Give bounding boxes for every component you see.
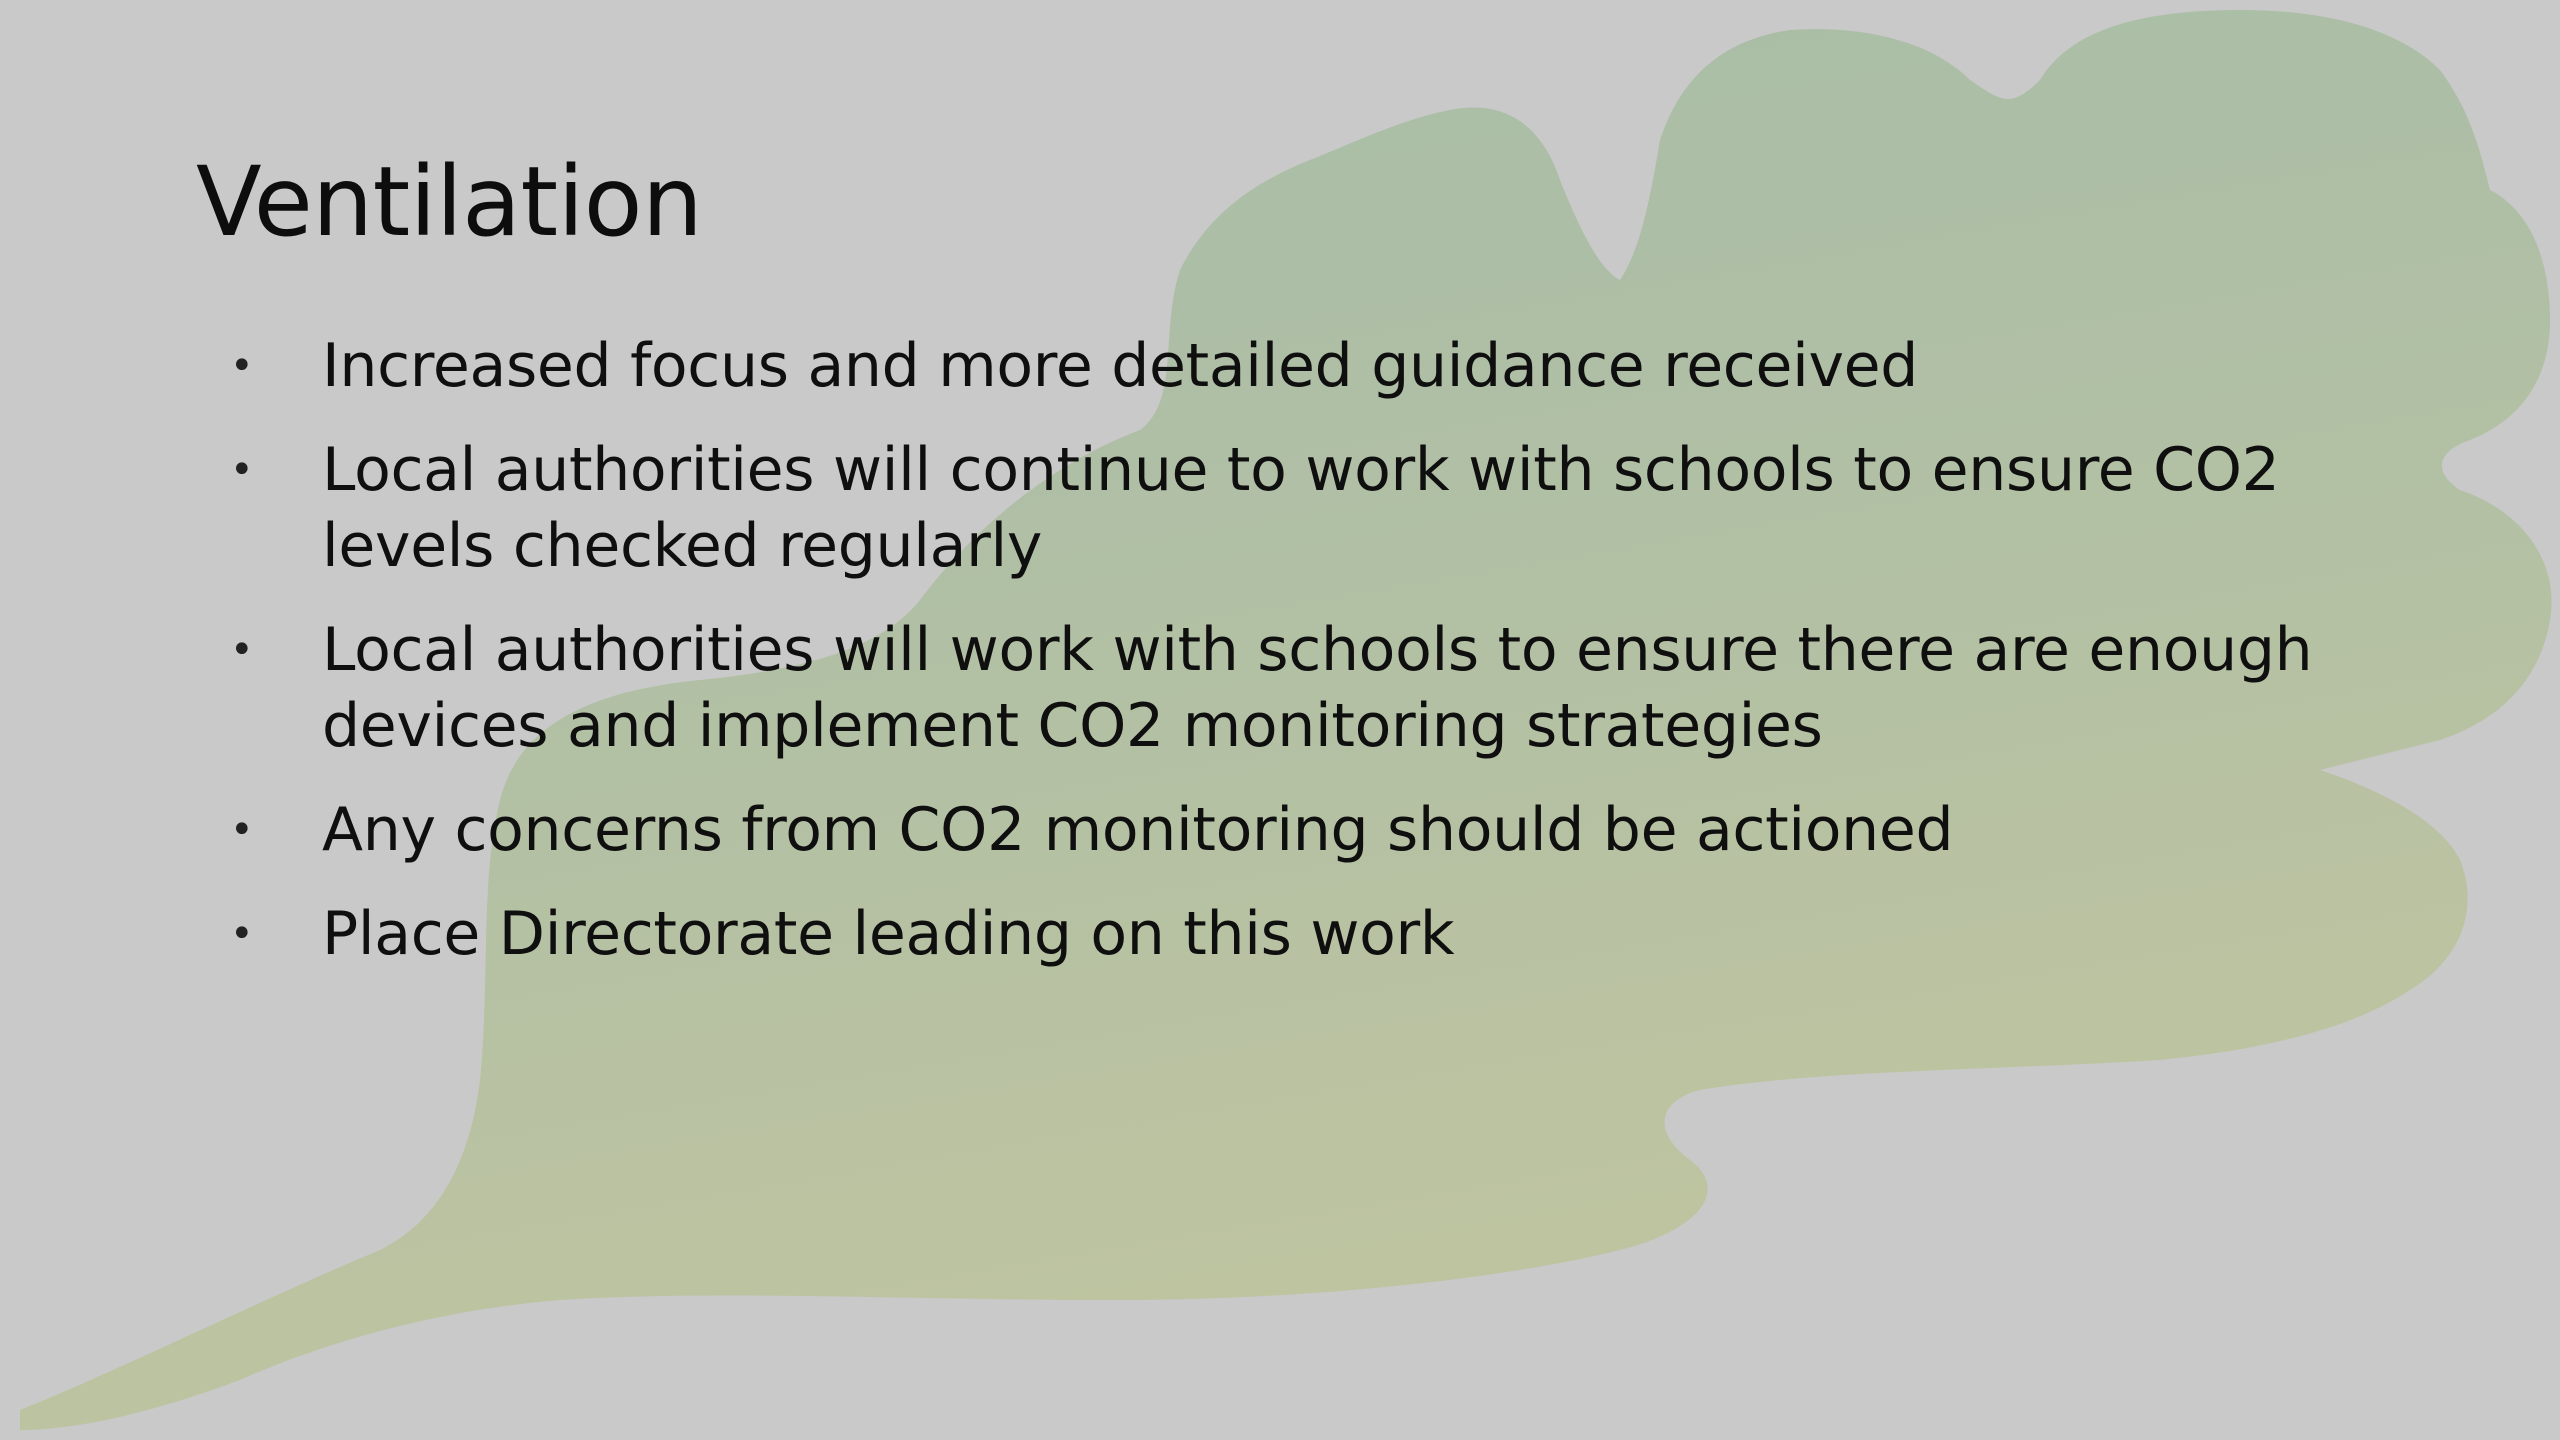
bullet-list <box>230 328 2380 1000</box>
bullet-item <box>230 792 2380 868</box>
bullet-item <box>230 432 2380 584</box>
bullet-text: Local authorities will continue to work with schools to ensure CO2 levels checked regularly <box>322 435 2280 581</box>
bullet-item <box>230 896 2380 972</box>
bullet-item <box>230 612 2380 764</box>
bullet-text: Any concerns from CO2 monitoring should be actioned <box>322 795 1954 865</box>
bullet-icon: • <box>230 911 254 957</box>
bullet-text: Place Directorate leading on this work <box>322 899 1455 969</box>
bullet-icon: • <box>230 627 254 673</box>
bullet-item <box>230 328 2380 404</box>
bullet-icon: • <box>230 807 254 853</box>
bullet-text: Increased focus and more detailed guidance received <box>322 331 1919 401</box>
bullet-icon: • <box>230 447 254 493</box>
slide-title: Ventilation <box>196 146 703 258</box>
bullet-text: Local authorities will work with schools to ensure there are enough devices and implement CO2 monitoring strategies <box>322 615 2313 761</box>
bullet-icon: • <box>230 343 254 389</box>
